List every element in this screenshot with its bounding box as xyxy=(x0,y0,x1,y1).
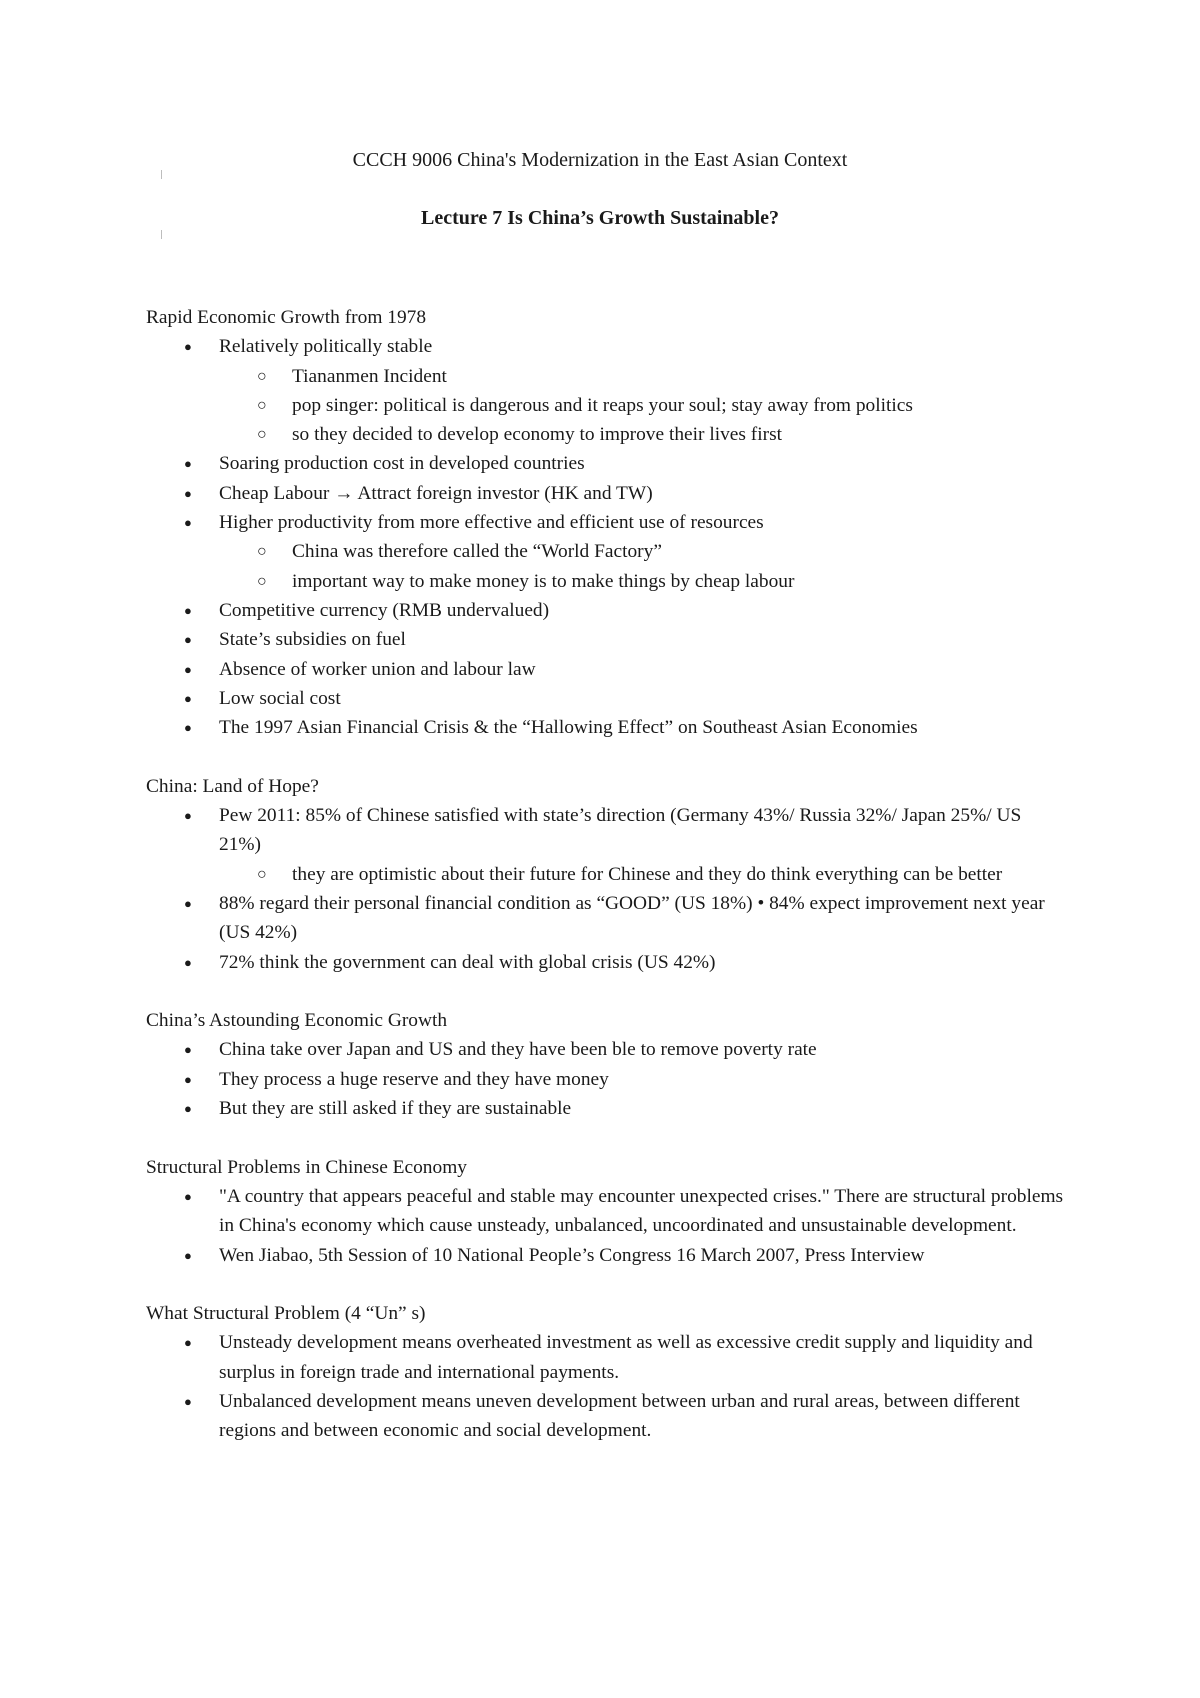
section-heading: What Structural Problem (4 “Un” s) xyxy=(146,1303,426,1325)
filled-bullet-icon: ● xyxy=(184,1335,192,1351)
sub-list-item xyxy=(257,420,1066,449)
filled-bullet-icon: ● xyxy=(184,661,192,677)
hollow-bullet-icon: ○ xyxy=(257,426,267,444)
bullet-list xyxy=(146,1035,1066,1123)
filled-bullet-icon: ● xyxy=(184,485,192,501)
filled-bullet-icon: ● xyxy=(184,954,192,970)
hollow-bullet-icon: ○ xyxy=(257,865,267,883)
sub-list-item-text: Tiananmen Incident xyxy=(292,365,447,387)
lecture-title: Lecture 7 Is China’s Growth Sustainable? xyxy=(420,207,779,229)
filled-bullet-icon: ● xyxy=(184,690,192,706)
sub-bullet-list xyxy=(219,537,1066,596)
filled-bullet-icon: ● xyxy=(184,1101,192,1117)
list-item-text: Soaring production cost in developed countries xyxy=(219,453,585,475)
list-item-text: State’s subsidies on fuel xyxy=(219,629,406,651)
filled-bullet-icon: ● xyxy=(184,515,192,531)
list-item xyxy=(184,1182,1066,1241)
list-item xyxy=(184,948,1066,977)
margin-marker xyxy=(161,170,162,179)
section-heading: Structural Problems in Chinese Economy xyxy=(146,1156,467,1178)
sub-list-item xyxy=(257,391,1066,420)
sub-bullet-list xyxy=(219,860,1066,889)
list-item xyxy=(184,596,1066,625)
bullet-list xyxy=(146,1182,1066,1270)
hollow-bullet-icon: ○ xyxy=(257,396,267,414)
section-heading: Rapid Economic Growth from 1978 xyxy=(146,307,427,328)
list-item-text: Pew 2011: 85% of Chinese satisfied with state’s direction (Germany 43%/ Russia 32%/ Japan 25%/ US 21%) xyxy=(219,805,1022,856)
list-item xyxy=(184,889,1066,948)
list-item xyxy=(184,1241,1066,1270)
list-item xyxy=(184,508,1066,596)
sub-list-item xyxy=(257,860,1066,889)
list-item-text: Absence of worker union and labour law xyxy=(219,658,536,680)
sub-list-item xyxy=(257,567,1066,596)
section xyxy=(146,772,1066,977)
list-item-text: Higher productivity from more effective and efficient use of resources xyxy=(219,512,764,534)
section xyxy=(146,1299,1066,1445)
filled-bullet-icon: ● xyxy=(184,1071,192,1087)
sub-list-item-text: so they decided to develop economy to improve their lives first xyxy=(292,424,783,446)
filled-bullet-icon: ● xyxy=(184,339,192,355)
list-item xyxy=(184,684,1066,713)
filled-bullet-icon: ● xyxy=(184,1247,192,1263)
sub-list-item-text: China was therefore called the “World Factory” xyxy=(292,541,662,563)
course-title: CCCH 9006 China's Modernization in the East Asian Context xyxy=(352,149,848,171)
filled-bullet-icon: ● xyxy=(184,1188,192,1204)
section xyxy=(146,303,1066,742)
section xyxy=(146,1153,1066,1270)
document-body xyxy=(146,303,1066,1475)
list-item xyxy=(184,479,1066,508)
list-item-text: Cheap Labour → Attract foreign investor (HK and TW) xyxy=(219,482,653,504)
section-heading: China’s Astounding Economic Growth xyxy=(146,1010,448,1032)
list-item-text: Competitive currency (RMB undervalued) xyxy=(219,599,550,621)
list-item-text: The 1997 Asian Financial Crisis & the “Hallowing Effect” on Southeast Asian Economies xyxy=(219,717,918,739)
list-item xyxy=(184,655,1066,684)
section-heading: China: Land of Hope? xyxy=(146,775,319,797)
list-item-text: But they are still asked if they are sustainable xyxy=(219,1098,572,1120)
filled-bullet-icon: ● xyxy=(184,1393,192,1409)
filled-bullet-icon: ● xyxy=(184,895,192,911)
list-item-text: They process a huge reserve and they have money xyxy=(219,1068,609,1090)
list-item-text: 72% think the government can deal with global crisis (US 42%) xyxy=(219,951,716,973)
list-item xyxy=(184,1035,1066,1064)
list-item xyxy=(184,625,1066,654)
list-item-text: Wen Jiabao, 5th Session of 10 National People’s Congress 16 March 2007, Press Interview xyxy=(219,1244,925,1266)
section xyxy=(146,1006,1066,1123)
filled-bullet-icon: ● xyxy=(184,808,192,824)
list-item-text: "A country that appears peaceful and stable may encounter unexpected crises." There are structural problems in China's economy which cause unsteady, unbalanced, uncoordinated and unsustainable development. xyxy=(219,1185,1064,1237)
list-item-text: Relatively politically stable xyxy=(219,336,433,358)
hollow-bullet-icon: ○ xyxy=(257,572,267,590)
list-item xyxy=(184,1328,1066,1387)
hollow-bullet-icon: ○ xyxy=(257,367,267,385)
bullet-list xyxy=(146,801,1066,977)
filled-bullet-icon: ● xyxy=(184,1042,192,1058)
bullet-list xyxy=(146,1328,1066,1445)
bullet-list xyxy=(146,332,1066,742)
list-item xyxy=(184,1387,1066,1446)
list-item xyxy=(184,713,1066,742)
list-item xyxy=(184,1065,1066,1094)
filled-bullet-icon: ● xyxy=(184,456,192,472)
list-item xyxy=(184,332,1066,449)
list-item-text: China take over Japan and US and they have been ble to remove poverty rate xyxy=(219,1039,817,1061)
sub-list-item xyxy=(257,537,1066,566)
list-item-text: Unsteady development means overheated investment as well as excessive credit supply and liquidity and surplus in foreign trade and international payments. xyxy=(219,1332,1033,1383)
list-item xyxy=(184,801,1066,889)
hollow-bullet-icon: ○ xyxy=(257,543,267,561)
sub-list-item-text: they are optimistic about their future for Chinese and they do think everything can be better xyxy=(292,863,1003,885)
sub-list-item xyxy=(257,362,1066,391)
list-item-text: 88% regard their personal financial condition as “GOOD” (US 18%) • 84% expect improvement next year (US 42%) xyxy=(219,892,1045,944)
sub-list-item-text: important way to make money is to make things by cheap labour xyxy=(292,570,795,592)
margin-marker xyxy=(161,230,162,239)
list-item-text: Unbalanced development means uneven development between urban and rural areas, between different regions and between economic and social development. xyxy=(219,1390,1020,1442)
list-item-text: Low social cost xyxy=(219,687,341,709)
sub-bullet-list xyxy=(219,362,1066,450)
filled-bullet-icon: ● xyxy=(184,720,192,736)
list-item xyxy=(184,1094,1066,1123)
list-item xyxy=(184,449,1066,478)
filled-bullet-icon: ● xyxy=(184,632,192,648)
sub-list-item-text: pop singer: political is dangerous and it reaps your soul; stay away from politics xyxy=(292,394,913,416)
filled-bullet-icon: ● xyxy=(184,602,192,618)
